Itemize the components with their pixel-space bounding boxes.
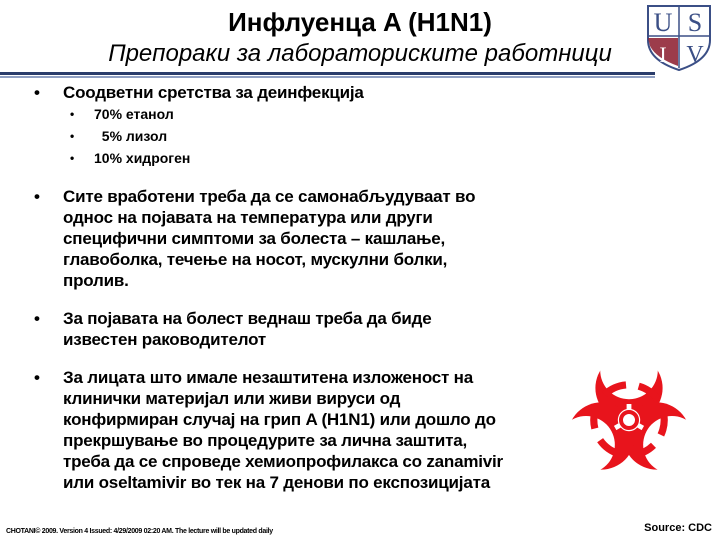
sub-bullet-item bbox=[30, 103, 560, 125]
university-shield-logo bbox=[644, 2, 714, 72]
bullet-item bbox=[30, 82, 560, 103]
bullet-line: За појавата на болест веднаш треба да биде bbox=[63, 309, 432, 328]
bullet-line: главоболка, течење на носот, мускулни болки, bbox=[63, 250, 448, 269]
biohazard-icon bbox=[548, 340, 710, 500]
bullet-dot-icon: • bbox=[34, 368, 40, 387]
slide-subtitle: Препораки за лабораториските работници bbox=[108, 40, 612, 67]
sub-bullet-item bbox=[30, 125, 560, 147]
logo-letter-i: I bbox=[659, 42, 667, 67]
bullet-line: известен раководителот bbox=[63, 330, 266, 349]
bullet-line: прекршување во процедурите за лична заштита, bbox=[63, 431, 468, 450]
bullet-line: пролив. bbox=[63, 271, 129, 290]
bullet-dot-icon: • bbox=[34, 83, 40, 102]
footer-copyright: CHOTANI© 2009. Version 4 Issued: 4/29/2009 02:20 AM. The lecture will be updated daily bbox=[6, 528, 273, 535]
logo-letter-u: U bbox=[653, 8, 673, 37]
sub-bullet-text: 70% етанол bbox=[94, 106, 174, 122]
bullet-line: конфирмиран случај на грип A (H1N1) или дошло до bbox=[63, 410, 496, 429]
bullet-list bbox=[30, 82, 560, 493]
sub-bullet-dot-icon: • bbox=[70, 151, 75, 165]
sub-bullet-text: 10% хидроген bbox=[94, 150, 191, 166]
footer-source: Source: CDC bbox=[644, 522, 712, 534]
sub-bullet-dot-icon: • bbox=[70, 129, 75, 143]
logo-letter-s: S bbox=[687, 8, 703, 37]
bullet-line: однос на појавата на температура или други bbox=[63, 208, 433, 227]
sub-bullet-text: 5% лизол bbox=[94, 128, 168, 144]
logo-letter-v: V bbox=[686, 42, 704, 68]
bullet-line: или oseltamivir во тек на 7 денови по експозицијата bbox=[63, 473, 490, 492]
sub-bullet-item bbox=[30, 147, 560, 169]
bullet-dot-icon: • bbox=[34, 309, 40, 328]
bullet-item bbox=[30, 186, 560, 291]
slide-title: Инфлуенца A (H1N1) bbox=[228, 7, 492, 37]
bullet-line: клинички материјал или живи вируси од bbox=[63, 389, 401, 408]
bullet-line: специфични симптоми за болеста – кашлање, bbox=[63, 229, 446, 248]
bullet-dot-icon: • bbox=[34, 187, 40, 206]
bullet-line: За лицата што имале незаштитена изложеност на bbox=[63, 368, 474, 387]
bullet-text: Соодветни сретства за деинфекција bbox=[63, 83, 364, 102]
sub-bullet-dot-icon: • bbox=[70, 107, 75, 121]
bullet-line: треба да се спроведе хемиопрофилакса со zanamivir bbox=[63, 452, 503, 471]
bullet-line: Сите вработени треба да се самонабљудуваат во bbox=[63, 187, 476, 206]
bullet-item bbox=[30, 367, 560, 493]
title-rule-dark bbox=[0, 72, 655, 75]
title-rule-light bbox=[0, 76, 655, 78]
bullet-item bbox=[30, 308, 560, 350]
